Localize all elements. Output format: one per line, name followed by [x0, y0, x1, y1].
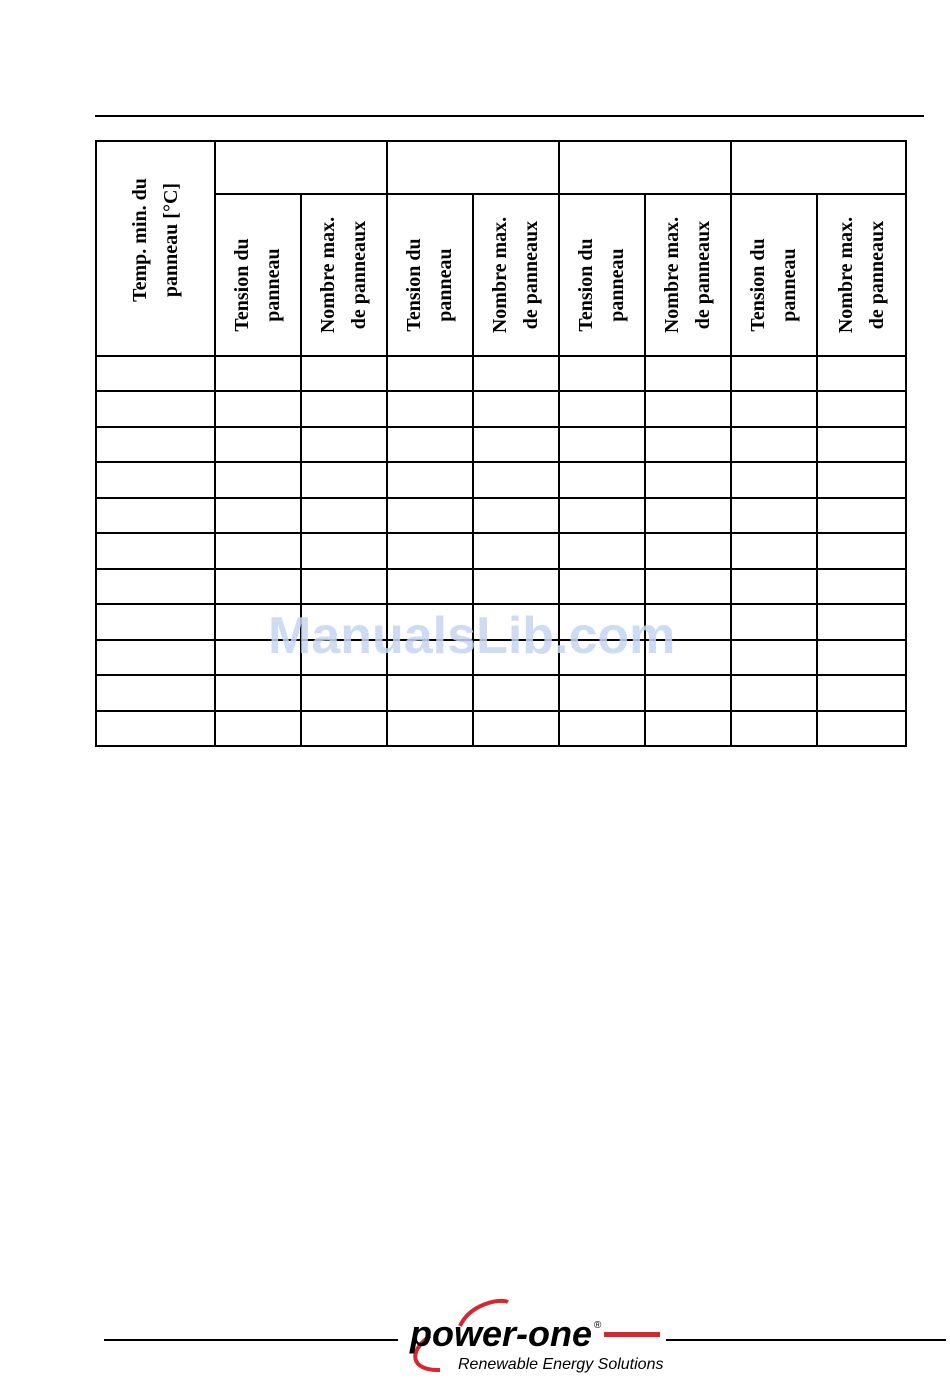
temp-cell	[96, 569, 215, 604]
header-temp-line2: panneau [°C]	[159, 183, 182, 298]
voltage-cell	[559, 427, 645, 462]
max-panels-cell	[301, 498, 387, 533]
voltage-cell	[215, 427, 301, 462]
max-panels-cell	[645, 462, 731, 497]
voltage-cell	[387, 533, 473, 568]
max-panels-cell	[817, 569, 906, 604]
voltage-cell	[731, 391, 817, 426]
voltage-cell	[215, 391, 301, 426]
table-row	[96, 462, 906, 497]
max-panels-cell	[645, 533, 731, 568]
table-row	[96, 569, 906, 604]
max-panels-cell	[473, 462, 559, 497]
voltage-cell	[559, 675, 645, 710]
max-panels-cell	[645, 640, 731, 675]
voltage-cell	[731, 711, 817, 746]
logo-text: power-one	[410, 1313, 593, 1354]
max-panels-cell	[473, 569, 559, 604]
max-panels-cell	[301, 391, 387, 426]
max-panels-cell	[301, 569, 387, 604]
table-row	[96, 391, 906, 426]
max-panels-cell	[817, 675, 906, 710]
voltage-cell	[215, 604, 301, 639]
header-temp-line1: Temp. min. du	[128, 178, 151, 303]
header-max-panels-3: Nombre max. de panneaux	[645, 194, 731, 356]
max-panels-cell	[817, 711, 906, 746]
watermark: ManualsLib.com	[268, 607, 676, 665]
group-header-1	[215, 141, 387, 194]
footer-rule-right	[666, 1339, 946, 1341]
table-row	[96, 640, 906, 675]
voltage-cell	[387, 569, 473, 604]
header-voltage-1: Tension du panneau	[215, 194, 301, 356]
max-panels-cell	[817, 640, 906, 675]
table-row	[96, 356, 906, 391]
voltage-cell	[215, 533, 301, 568]
max-panels-cell	[645, 711, 731, 746]
max-panels-cell	[301, 427, 387, 462]
voltage-cell	[387, 498, 473, 533]
voltage-cell	[731, 569, 817, 604]
max-panels-cell	[817, 462, 906, 497]
max-panels-cell	[301, 356, 387, 391]
max-panels-cell	[473, 356, 559, 391]
voltage-cell	[215, 356, 301, 391]
max-panels-cell	[473, 427, 559, 462]
table-row	[96, 533, 906, 568]
table-row	[96, 604, 906, 639]
max-panels-cell	[473, 533, 559, 568]
max-panels-cell	[301, 640, 387, 675]
voltage-cell	[731, 498, 817, 533]
max-panels-cell	[817, 604, 906, 639]
header-max-panels-2: Nombre max. de panneaux	[473, 194, 559, 356]
voltage-cell	[559, 498, 645, 533]
max-panels-cell	[301, 462, 387, 497]
voltage-cell	[387, 711, 473, 746]
voltage-cell	[731, 427, 817, 462]
panel-table-container	[95, 140, 905, 747]
temp-cell	[96, 462, 215, 497]
max-panels-cell	[301, 604, 387, 639]
voltage-cell	[559, 356, 645, 391]
temp-cell	[96, 675, 215, 710]
voltage-cell	[559, 640, 645, 675]
max-panels-cell	[817, 356, 906, 391]
max-panels-cell	[473, 604, 559, 639]
temp-cell	[96, 427, 215, 462]
max-panels-cell	[473, 391, 559, 426]
voltage-cell	[387, 604, 473, 639]
logo-bar	[604, 1332, 660, 1337]
voltage-cell	[387, 640, 473, 675]
panel-table	[95, 140, 907, 747]
voltage-cell	[215, 711, 301, 746]
voltage-cell	[559, 533, 645, 568]
logo-tagline: Renewable Energy Solutions	[458, 1356, 664, 1373]
temp-cell	[96, 604, 215, 639]
voltage-cell	[387, 391, 473, 426]
voltage-cell	[731, 604, 817, 639]
max-panels-cell	[301, 711, 387, 746]
voltage-cell	[559, 569, 645, 604]
voltage-cell	[731, 533, 817, 568]
table-row	[96, 498, 906, 533]
max-panels-cell	[645, 604, 731, 639]
table-row	[96, 675, 906, 710]
max-panels-cell	[817, 427, 906, 462]
group-header-4	[731, 141, 906, 194]
header-max-panels-1: Nombre max. de panneaux	[301, 194, 387, 356]
power-one-logo	[400, 1296, 665, 1376]
temp-cell	[96, 356, 215, 391]
max-panels-cell	[645, 675, 731, 710]
voltage-cell	[559, 462, 645, 497]
max-panels-cell	[817, 391, 906, 426]
max-panels-cell	[301, 675, 387, 710]
group-header-3	[559, 141, 731, 194]
voltage-cell	[731, 356, 817, 391]
voltage-cell	[731, 675, 817, 710]
temp-cell	[96, 498, 215, 533]
max-panels-cell	[645, 498, 731, 533]
voltage-cell	[215, 498, 301, 533]
voltage-cell	[731, 640, 817, 675]
voltage-cell	[387, 427, 473, 462]
max-panels-cell	[473, 711, 559, 746]
temp-cell	[96, 640, 215, 675]
max-panels-cell	[817, 498, 906, 533]
max-panels-cell	[645, 356, 731, 391]
voltage-cell	[215, 675, 301, 710]
max-panels-cell	[301, 533, 387, 568]
header-temp-min	[96, 141, 215, 356]
voltage-cell	[387, 675, 473, 710]
voltage-cell	[559, 711, 645, 746]
voltage-cell	[215, 569, 301, 604]
header-max-panels-4: Nombre max. de panneaux	[817, 194, 906, 356]
max-panels-cell	[473, 640, 559, 675]
logo-registered: ®	[594, 1320, 602, 1331]
group-header-2	[387, 141, 559, 194]
max-panels-cell	[473, 498, 559, 533]
table-row	[96, 427, 906, 462]
footer-rule-left	[104, 1339, 398, 1341]
max-panels-cell	[645, 427, 731, 462]
header-rule	[95, 115, 924, 117]
temp-cell	[96, 711, 215, 746]
voltage-cell	[215, 640, 301, 675]
temp-cell	[96, 391, 215, 426]
max-panels-cell	[473, 675, 559, 710]
temp-cell	[96, 533, 215, 568]
voltage-cell	[387, 462, 473, 497]
max-panels-cell	[817, 533, 906, 568]
voltage-cell	[215, 462, 301, 497]
max-panels-cell	[645, 569, 731, 604]
voltage-cell	[559, 604, 645, 639]
header-voltage-2: Tension du panneau	[387, 194, 473, 356]
header-voltage-3: Tension du panneau	[559, 194, 645, 356]
header-voltage-4: Tension du panneau	[731, 194, 817, 356]
table-row	[96, 711, 906, 746]
max-panels-cell	[645, 391, 731, 426]
voltage-cell	[387, 356, 473, 391]
voltage-cell	[559, 391, 645, 426]
voltage-cell	[731, 462, 817, 497]
